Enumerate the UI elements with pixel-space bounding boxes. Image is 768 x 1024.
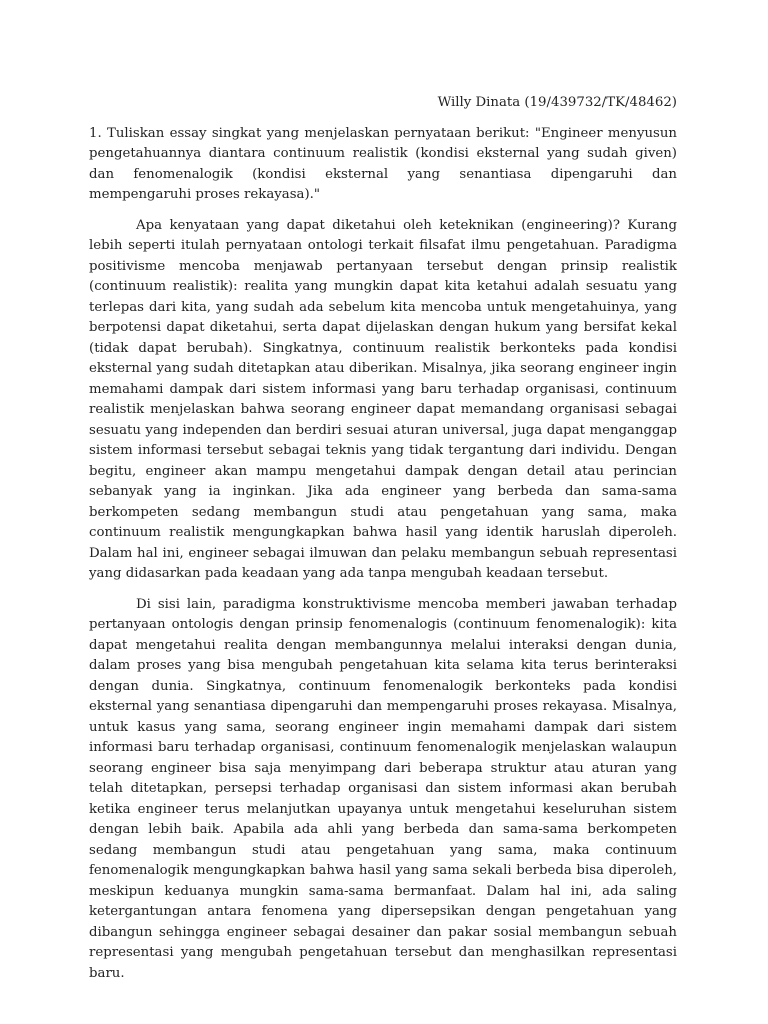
document-body	[89, 93, 677, 994]
essay-question: 1. Tuliskan essay singkat yang menjelaskan pernyataan berikut: "Engineer menyusun pengetahuannya diantara continuum realistik (kondisi eksternal yang sudah given) dan fenomenalogik (kondisi eksternal yang senantiasa dipengaruhi dan mempengaruhi proses rekayasa)."	[89, 125, 677, 202]
author-line: Willy Dinata (19/439732/TK/48462)	[437, 95, 677, 110]
paragraph-realistic: Apa kenyataan yang dapat diketahui oleh keteknikan (engineering)? Kurang lebih seperti itulah pernyataan ontologi terkait filsafat ilmu pengetahuan. Paradigma positivisme mencoba menjawab pertanyaan tersebut dengan prinsip realistik (continuum realistik): realita yang mungkin dapat kita ketahui adalah sesuatu yang terlepas dari kita, yang sudah ada sebelum kita mencoba untuk mengetahuinya, yang berpotensi dapat diketahui, serta dapat dijelaskan dengan hukum yang bersifat kekal (tidak dapat berubah). Singkatnya, continuum realistik berkonteks pada kondisi eksternal yang sudah ditetapkan atau diberikan. Misalnya, jika seorang engineer ingin memahami dampak dari sistem informasi yang baru terhadap organisasi, continuum realistik menjelaskan bahwa seorang engineer dapat memandang organisasi sebagai sesuatu yang independen dan berdiri sesuai aturan universal, juga dapat menganggap sistem informasi tersebut sebagai teknis yang tidak tergantung dari individu. Dengan begitu, engineer akan mampu mengetahui dampak dengan detail atau perincian sebanyak yang ia inginkan. Jika ada engineer yang berbeda dan sama-sama berkompeten sedang membangun studi atau pengetahuan yang sama, maka continuum realistik mengungkapkan bahwa hasil yang identik haruslah diperoleh. Dalam hal ini, engineer sebagai ilmuwan dan pelaku membangun sebuah representasi yang didasarkan pada keadaan yang ada tanpa mengubah keadaan tersebut.	[89, 217, 677, 581]
paragraph-phenomenological: Di sisi lain, paradigma konstruktivisme mencoba memberi jawaban terhadap pertanyaan ontologis dengan prinsip fenomenalogis (continuum fenomenalogik): kita dapat mengetahui realita dengan membangunnya melalui interaksi dengan dunia, dalam proses yang bisa mengubah pengetahuan kita selama kita terus berinteraksi dengan dunia. Singkatnya, continuum fenomenalogik berkonteks pada kondisi eksternal yang senantiasa dipengaruhi dan mempengaruhi proses rekayasa. Misalnya, untuk kasus yang sama, seorang engineer ingin memahami dampak dari sistem informasi baru terhadap organisasi, continuum fenomenalogik menjelaskan walaupun seorang engineer bisa saja menyimpang dari beberapa struktur atau aturan yang telah ditetapkan, persepsi terhadap organisasi dan sistem informasi akan berubah ketika engineer terus melanjutkan upayanya untuk mengetahui keseluruhan sistem dengan lebih baik. Apabila ada ahli yang berbeda dan sama-sama berkompeten sedang membangun studi atau pengetahuan yang sama, maka continuum fenomenalogik mengungkapkan bahwa hasil yang sama sekali berbeda bisa diperoleh, meskipun keduanya mungkin sama-sama bermanfaat. Dalam hal ini, ada saling ketergantungan antara fenomena yang dipersepsikan dengan pengetahuan yang dibangun sehingga engineer sebagai desainer dan pakar sosial membangun sebuah representasi yang mengubah pengetahuan tersebut dan menghasilkan representasi baru.	[89, 596, 677, 981]
